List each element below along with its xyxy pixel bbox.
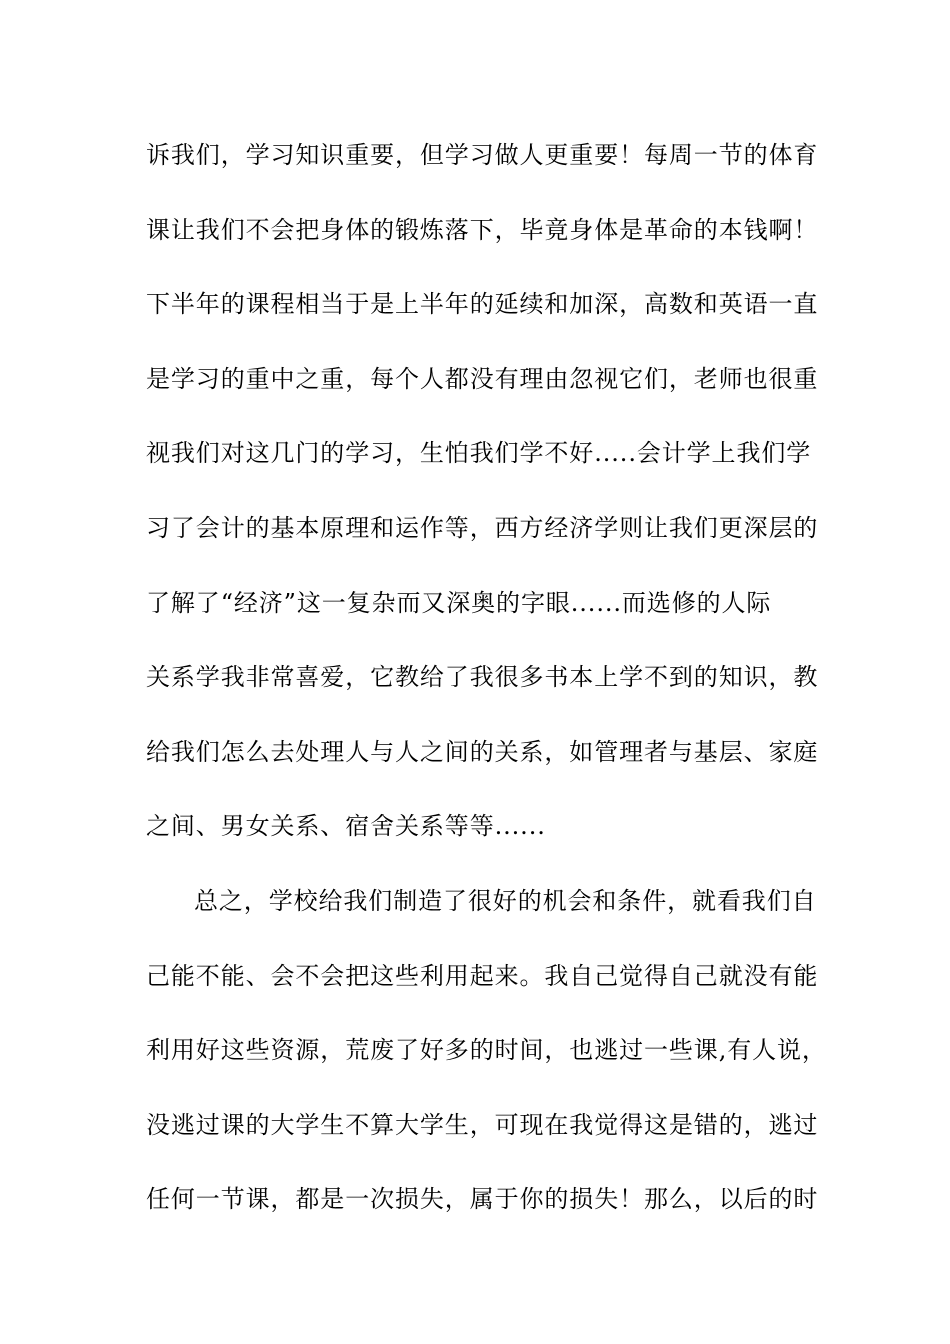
text-line: 给我们怎么去处理人与人之间的关系，如管理者与基层、家庭 [146, 737, 819, 766]
text-line: 关系学我非常喜爱，它教给了我很多书本上学不到的知识，教 [146, 663, 819, 692]
paragraph-start-line: 总之，学校给我们制造了很好的机会和条件，就看我们自 [194, 886, 817, 915]
text-line: 没逃过课的大学生不算大学生，可现在我觉得这是错的，逃过 [146, 1110, 819, 1139]
text-line: 课让我们不会把身体的锻炼落下，毕竟身体是革命的本钱啊！ [146, 215, 819, 244]
text-line: 是学习的重中之重，每个人都没有理由忽视它们，老师也很重 [146, 364, 819, 393]
body-text [146, 132, 827, 1251]
text-line: 己能不能、会不会把这些利用起来。我自己觉得自己就没有能 [146, 961, 819, 990]
text-line: 习了会计的基本原理和运作等，西方经济学则让我们更深层的 [146, 513, 819, 542]
text-line: 之间、男女关系、宿舍关系等等...... [146, 812, 546, 841]
text-line: 了解了“经济”这一复杂而又深奥的字眼......而选修的人际 [146, 588, 772, 617]
text-line: 利用好这些资源，荒废了好多的时间，也逃过一些课,有人说， [146, 1036, 827, 1065]
text-line: 下半年的课程相当于是上半年的延续和加深，高数和英语一直 [146, 290, 819, 319]
text-line: 视我们对这几门的学习，生怕我们学不好.....会计学上我们学 [146, 439, 812, 468]
text-line: 诉我们，学习知识重要，但学习做人更重要！每周一节的体育 [146, 141, 819, 169]
text-line: 任何一节课，都是一次损失，属于你的损失！那么，以后的时 [146, 1185, 819, 1214]
